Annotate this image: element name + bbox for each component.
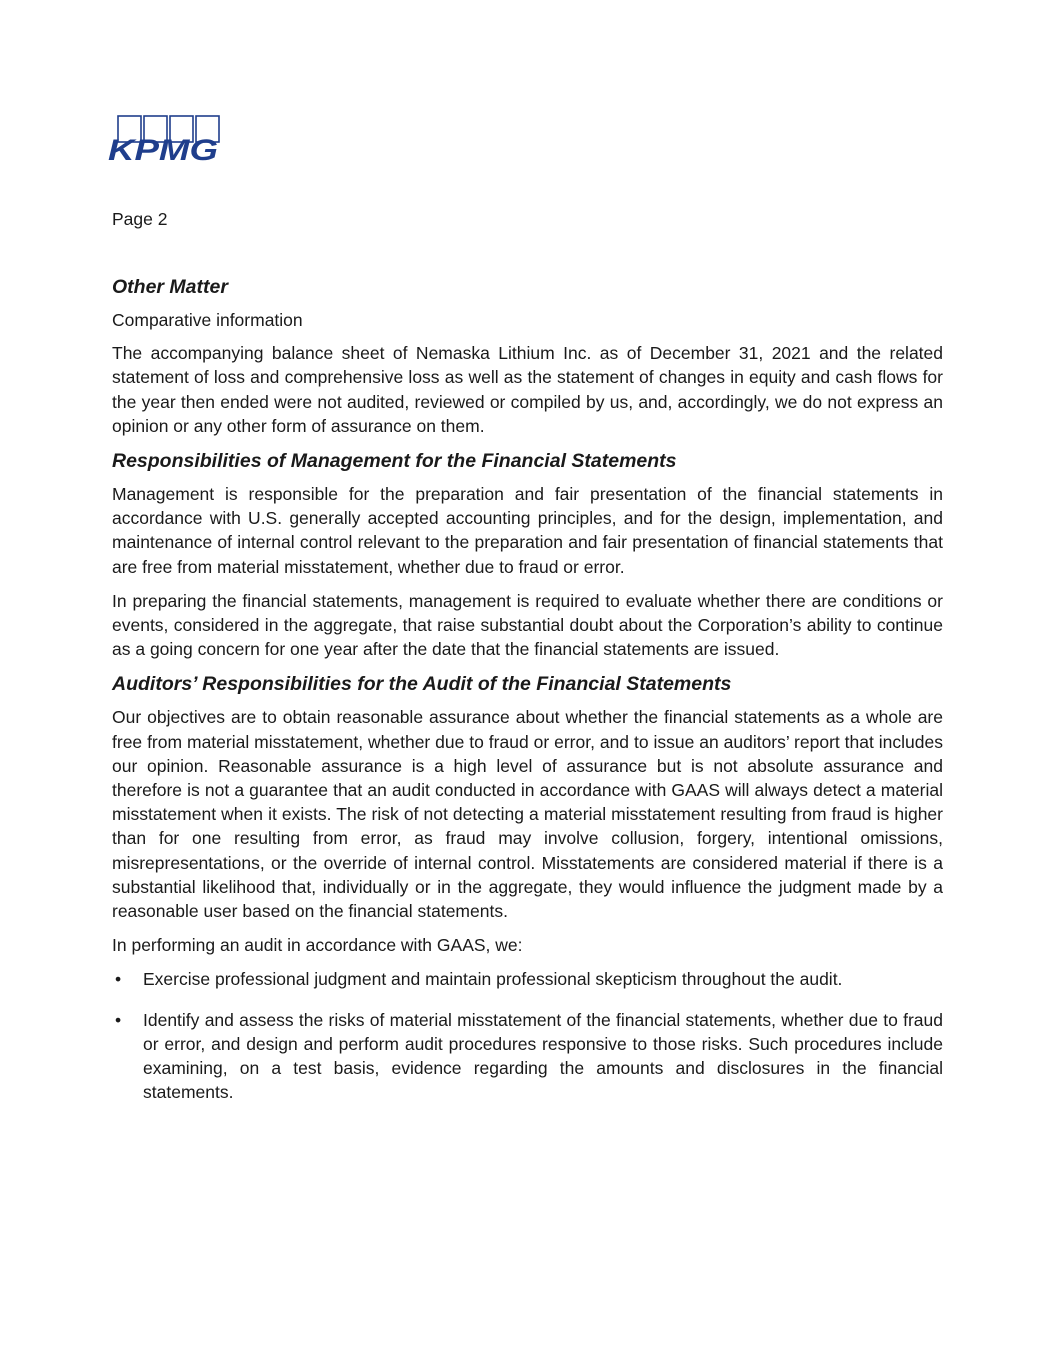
section-heading-other-matter: Other Matter <box>112 276 228 298</box>
bullet-icon: • <box>115 969 122 990</box>
document-body <box>112 274 943 1120</box>
paragraph: The accompanying balance sheet of Nemaska Lithium Inc. as of December 31, 2021 and the related statement of loss and comprehensive loss as well as the statement of changes in equity and cash flows for the year then ended were not audited, reviewed or compiled by us, and, accordingly, we do not express an opinion or any other form of assurance on them. <box>112 343 943 436</box>
paragraph: In preparing the financial statements, management is required to evaluate whether there are conditions or events, considered in the aggregate, that raise substantial doubt about the Corporation’s ability to continue as a going concern for one year after the date that the financial statements are issued. <box>112 590 943 660</box>
kpmg-logo <box>108 114 224 164</box>
page-number: Page 2 <box>112 209 168 229</box>
paragraph: In performing an audit in accordance with GAAS, we: <box>112 935 523 956</box>
bullet-list <box>112 967 943 1104</box>
bullet-icon: • <box>115 1009 122 1030</box>
list-item-text: Exercise professional judgment and maintain professional skepticism throughout the audit. <box>143 969 843 990</box>
list-item-text: Identify and assess the risks of material misstatement of the financial statements, whether due to fraud or error, and design and perform audit procedures responsive to those risks. Such procedures include examining, on a test basis, evidence regarding the amounts and disclosures in the financial statements. <box>143 1009 943 1103</box>
paragraph: Our objectives are to obtain reasonable assurance about whether the financial statements as a whole are free from material misstatement, whether due to fraud or error, and to issue an auditors’ report that includes our opinion. Reasonable assurance is a high level of assurance but is not absolute assurance and therefore is not a guarantee that an audit conducted in accordance with GAAS will always detect a material misstatement when it exists. The risk of not detecting a material misstatement resulting from fraud is higher than for one resulting from error, as fraud may involve collusion, forgery, intentional omissions, misrepresentations, or the override of internal control. Misstatements are considered material if there is a substantial likelihood that, individually or in the aggregate, they would influence the judgment made by a reasonable user based on the financial statements. <box>112 707 943 922</box>
section-heading-management-responsibilities: Responsibilities of Management for the Financial Statements <box>112 450 677 473</box>
section-subheading: Comparative information <box>112 310 303 330</box>
list-item <box>112 1008 943 1105</box>
kpmg-logo-text: KPMG <box>108 134 218 164</box>
paragraph: Management is responsible for the preparation and fair presentation of the financial statements in accordance with U.S. generally accepted accounting principles, and for the design, implementation, and maintenance of internal control relevant to the preparation and fair presentation of financial statements that are free from material misstatement, whether due to fraud or error. <box>112 484 943 577</box>
list-item <box>112 967 943 991</box>
section-heading-auditors-responsibilities: Auditors’ Responsibilities for the Audit of the Financial Statements <box>112 673 732 696</box>
